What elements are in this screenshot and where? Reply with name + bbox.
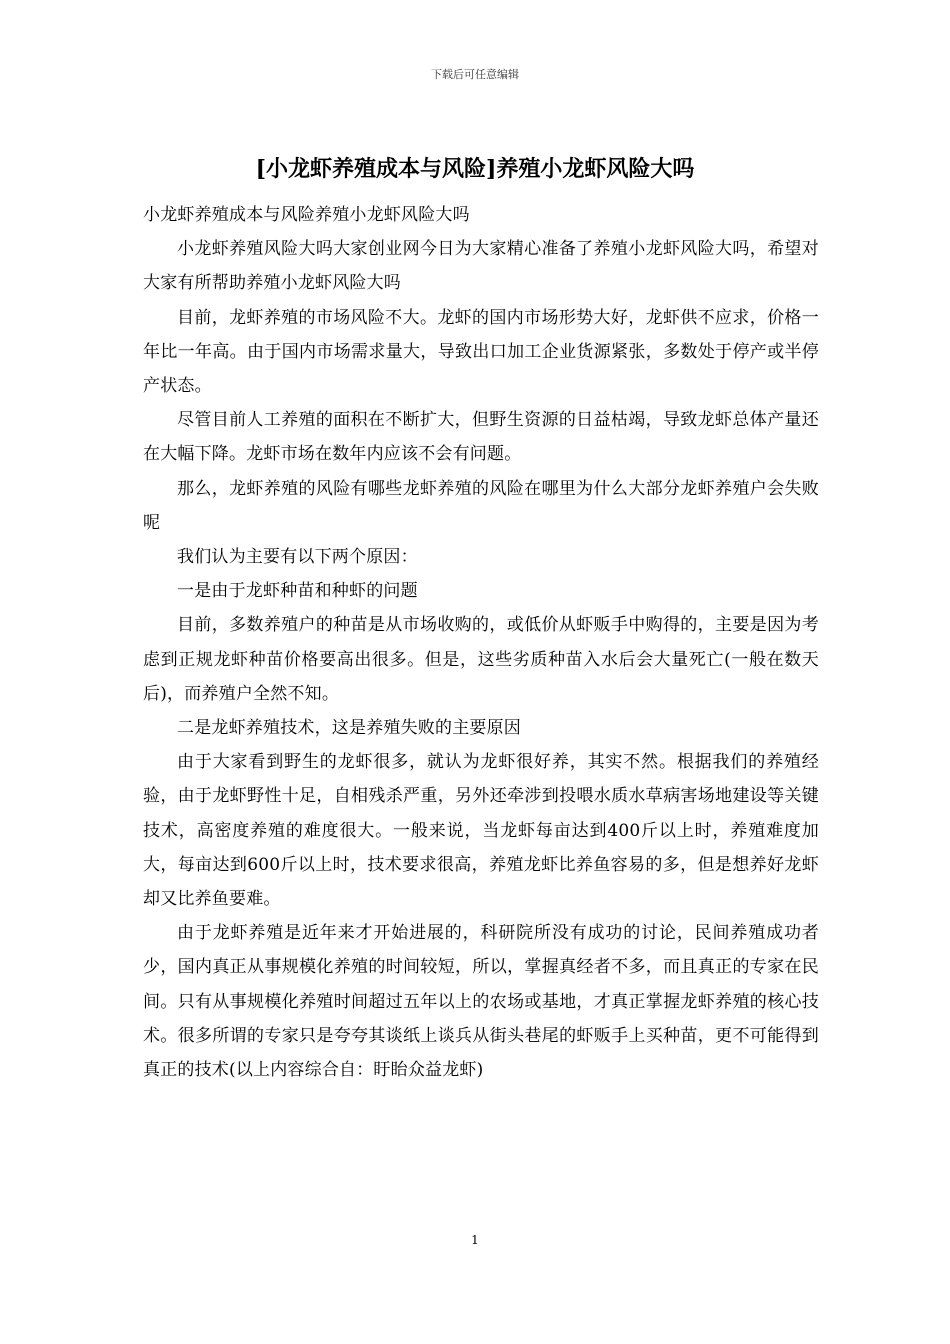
paragraph: 由于大家看到野生的龙虾很多，就认为龙虾很好养，其实不然。根据我们的养殖经验，由于龙虾野性十足，自相残杀严重，另外还牵涉到投喂水质水草病害场地建设等关键技术，高密度养殖的难度很大。一般来说，当龙虾每亩达到400斤以上时，养殖难度加大，每亩达到600斤以上时，技术要求很高，养殖龙虾比养鱼容易的多，但是想养好龙虾却又比养鱼要难。 xyxy=(143,752,819,910)
page-number: 1 xyxy=(471,1233,479,1247)
document-body xyxy=(143,198,819,1087)
paragraph: 我们认为主要有以下两个原因： xyxy=(177,547,418,568)
paragraph: 目前，多数养殖户的种苗是从市场收购的，或低价从虾贩手中购得的，主要是因为考虑到正规龙虾种苗价格要高出很多。但是，这些劣质种苗入水后会大量死亡(一般在数天后)，而养殖户全然不知。 xyxy=(143,615,819,704)
paragraph: 由于龙虾养殖是近年来才开始进展的，科研院所没有成功的讨论，民间养殖成功者少，国内真正从事规模化养殖的时间较短，所以，掌握真经者不多，而且真正的专家在民间。只有从事规模化养殖时间超过五年以上的农场或基地，才真正掌握龙虾养殖的核心技术。很多所谓的专家只是夸夸其谈纸上谈兵从街头巷尾的虾贩手上买种苗，更不可能得到真正的技术(以上内容综合自：盱眙众益龙虾) xyxy=(143,923,819,1081)
paragraph: 尽管目前人工养殖的面积在不断扩大，但野生资源的日益枯竭，导致龙虾总体产量还在大幅下降。龙虾市场在数年内应该不会有问题。 xyxy=(143,410,819,465)
paragraph: 目前，龙虾养殖的市场风险不大。龙虾的国内市场形势大好，龙虾供不应求，价格一年比一年高。由于国内市场需求量大，导致出口加工企业货源紧张，多数处于停产或半停产状态。 xyxy=(143,307,819,397)
paragraph-subtitle: 小龙虾养殖成本与风险养殖小龙虾风险大吗 xyxy=(143,205,470,225)
section-heading: 一是由于龙虾种苗和种虾的问题 xyxy=(177,581,418,602)
paragraph: 小龙虾养殖风险大吗大家创业网今日为大家精心准备了养殖小龙虾风险大吗，希望对大家有所帮助养殖小龙虾风险大吗 xyxy=(143,239,819,294)
paragraph: 那么，龙虾养殖的风险有哪些龙虾养殖的风险在哪里为什么大部分龙虾养殖户会失败呢 xyxy=(143,478,819,533)
section-heading: 二是龙虾养殖技术，这是养殖失败的主要原因 xyxy=(177,718,521,739)
document-title: [小龙虾养殖成本与风险]养殖小龙虾风险大吗 xyxy=(255,156,695,182)
header-note: 下载后可任意编辑 xyxy=(431,68,519,81)
